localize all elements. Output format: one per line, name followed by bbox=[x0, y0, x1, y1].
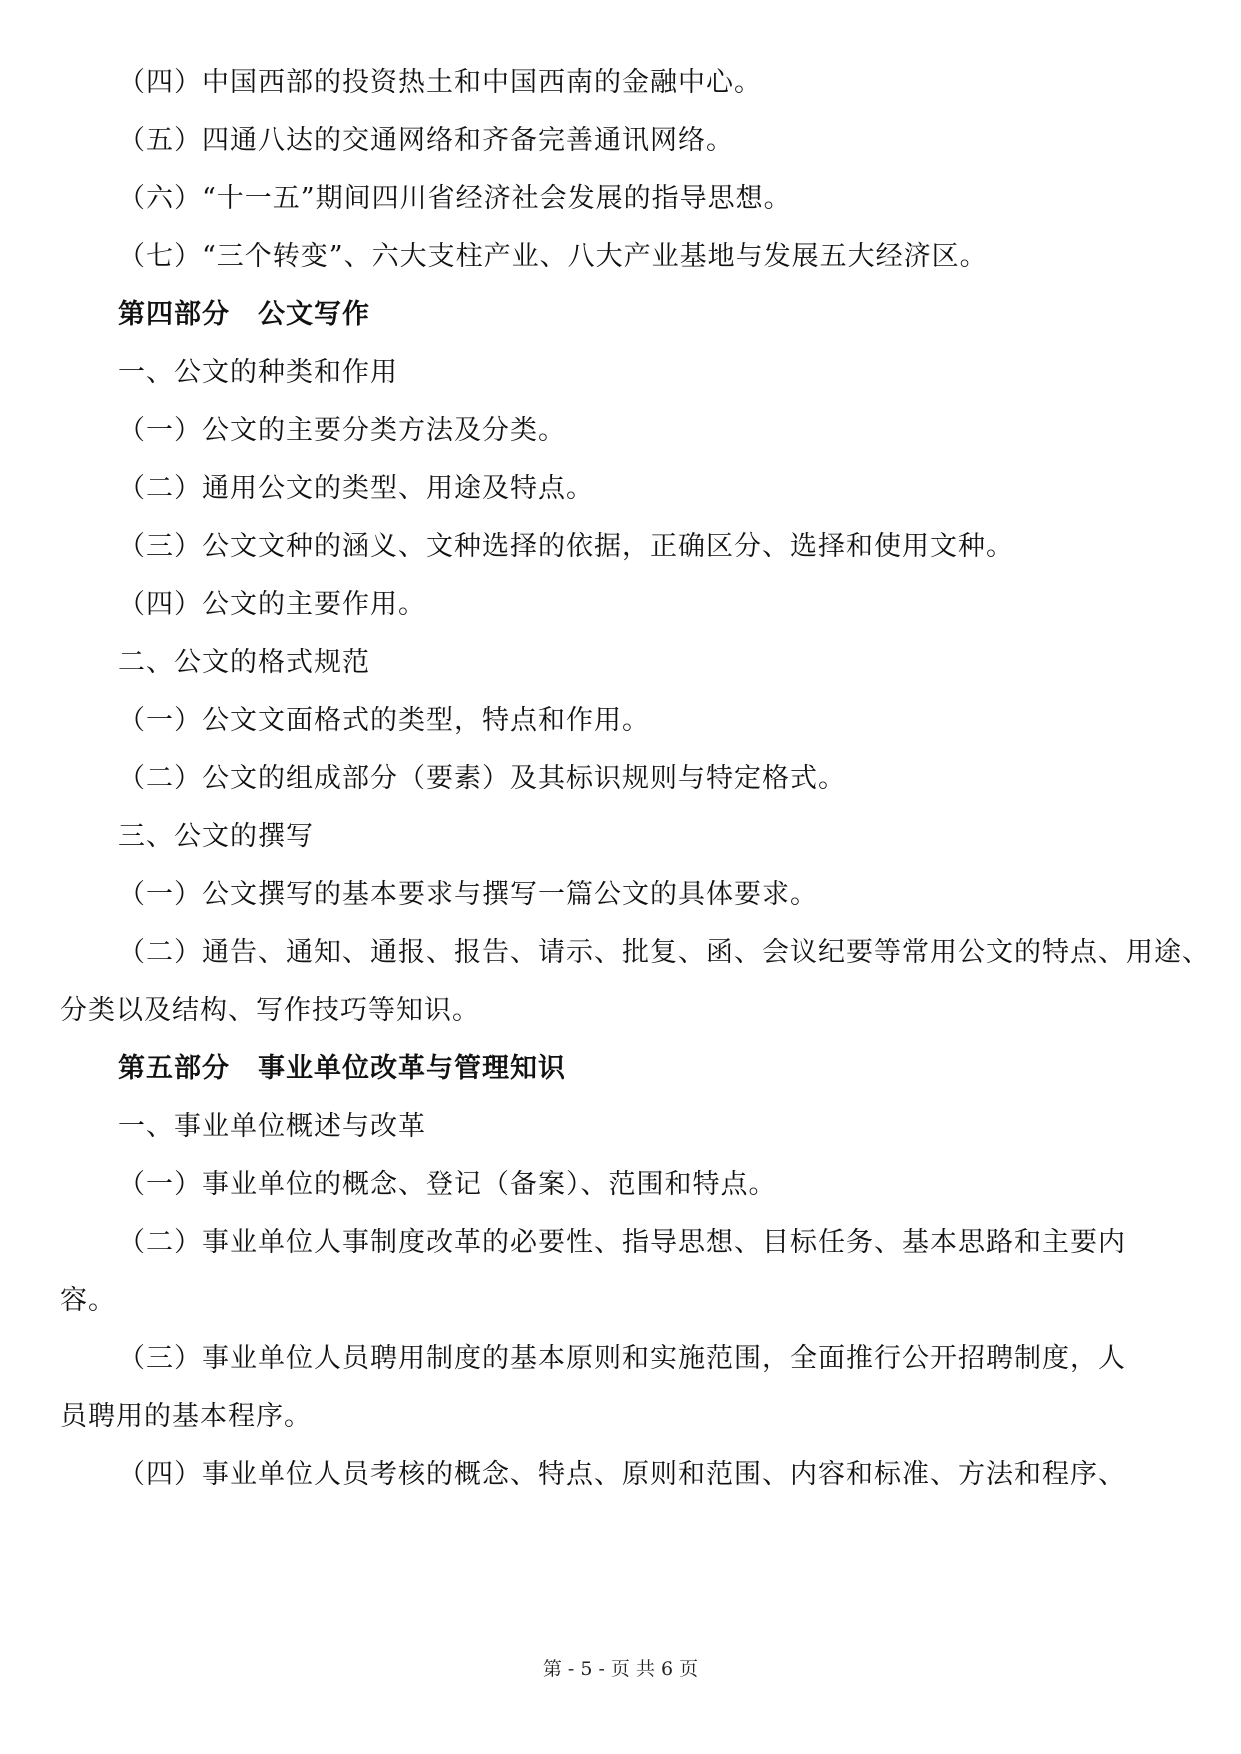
section-heading: 第五部分 事业单位改革与管理知识 bbox=[118, 1053, 566, 1084]
text-line: （四）中国西部的投资热土和中国西南的金融中心。 bbox=[118, 67, 762, 98]
subsection-heading: 一、事业单位概述与改革 bbox=[118, 1111, 426, 1142]
text-line: （三）事业单位人员聘用制度的基本原则和实施范围，全面推行公开招聘制度，人 bbox=[118, 1343, 1126, 1374]
text-line: （七）“三个转变”、六大支柱产业、八大产业基地与发展五大经济区。 bbox=[118, 241, 988, 272]
subsection-heading: 一、公文的种类和作用 bbox=[118, 357, 398, 388]
text-line: （二）事业单位人事制度改革的必要性、指导思想、目标任务、基本思路和主要内 bbox=[118, 1227, 1126, 1258]
text-line: （二）通用公文的类型、用途及特点。 bbox=[118, 473, 594, 504]
text-line: （六）“十一五”期间四川省经济社会发展的指导思想。 bbox=[118, 183, 792, 214]
subsection-heading: 三、公文的撰写 bbox=[118, 821, 314, 852]
section-heading: 第四部分 公文写作 bbox=[118, 299, 370, 330]
text-line: （五）四通八达的交通网络和齐备完善通讯网络。 bbox=[118, 125, 734, 156]
subsection-heading: 二、公文的格式规范 bbox=[118, 647, 370, 678]
text-line: （一）公文撰写的基本要求与撰写一篇公文的具体要求。 bbox=[118, 879, 818, 910]
text-line: （二）通告、通知、通报、报告、请示、批复、函、会议纪要等常用公文的特点、用途、 bbox=[118, 937, 1210, 968]
text-line: （一）公文文面格式的类型，特点和作用。 bbox=[118, 705, 650, 736]
text-line-continuation: 容。 bbox=[60, 1285, 116, 1316]
text-line: （一）事业单位的概念、登记（备案）、范围和特点。 bbox=[118, 1169, 777, 1200]
text-line: （二）公文的组成部分（要素）及其标识规则与特定格式。 bbox=[118, 763, 846, 794]
page-footer: 第 - 5 - 页 共 6 页 bbox=[542, 1658, 699, 1680]
text-line: （一）公文的主要分类方法及分类。 bbox=[118, 415, 566, 446]
text-line: （三）公文文种的涵义、文种选择的依据，正确区分、选择和使用文种。 bbox=[118, 531, 1014, 562]
text-line: （四）事业单位人员考核的概念、特点、原则和范围、内容和标准、方法和程序、 bbox=[118, 1459, 1126, 1490]
text-line-continuation: 分类以及结构、写作技巧等知识。 bbox=[60, 995, 480, 1026]
text-line: （四）公文的主要作用。 bbox=[118, 589, 426, 620]
text-line-continuation: 员聘用的基本程序。 bbox=[60, 1401, 312, 1432]
